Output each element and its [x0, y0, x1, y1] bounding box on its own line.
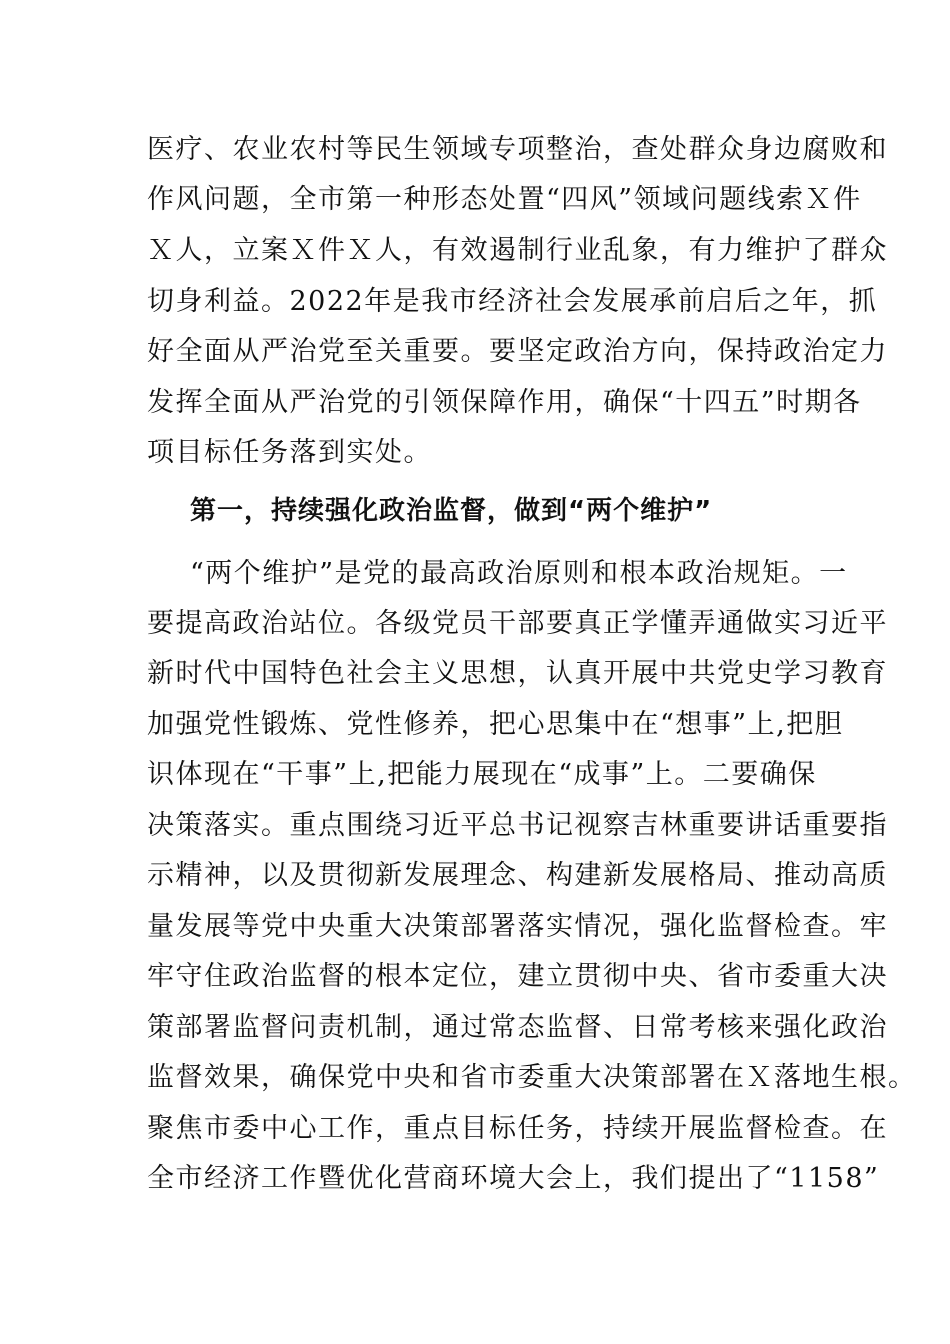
paragraph-line: 监督效果，确保党中央和省市委重大决策部署在Ｘ落地生根。: [147, 1062, 917, 1093]
paragraph-line: 切身利益。2022年是我市经济社会发展承前启后之年，抓: [147, 286, 878, 317]
paragraph-line: 医疗、农业农村等民生领域专项整治，查处群众身边腐败和: [147, 134, 888, 165]
paragraph-line: 策部署监督问责机制，通过常态监督、日常考核来强化政治: [147, 1012, 888, 1043]
section-heading: 第一，持续强化政治监督，做到“两个维护”: [190, 496, 713, 526]
paragraph-line: 要提高政治站位。各级党员干部要真正学懂弄通做实习近平: [147, 608, 888, 639]
paragraph-line: 作风问题，全市第一种形态处置“四风”领域问题线索Ｘ件: [147, 184, 862, 215]
paragraph-line: 决策落实。重点围绕习近平总书记视察吉林重要讲话重要指: [147, 810, 888, 841]
paragraph-line: 新时代中国特色社会主义思想，认真开展中共党史学习教育: [147, 658, 888, 689]
paragraph-line: Ｘ人，立案Ｘ件Ｘ人，有效遏制行业乱象，有力维护了群众: [147, 235, 888, 266]
paragraph-line: 聚焦市委中心工作，重点目标任务，持续开展监督检查。在: [147, 1113, 888, 1144]
paragraph-line: 项目标任务落到实处。: [147, 437, 432, 468]
paragraph-line: 示精神，以及贯彻新发展理念、构建新发展格局、推动高质: [147, 860, 888, 891]
paragraph-line: 加强党性锻炼、党性修养，把心思集中在“想事”上,把胆: [147, 709, 844, 740]
paragraph-line: 量发展等党中央重大决策部署落实情况，强化监督检查。牢: [147, 911, 888, 942]
paragraph-line: 好全面从严治党至关重要。要坚定政治方向，保持政治定力: [147, 336, 888, 367]
paragraph-line: 全市经济工作暨优化营商环境大会上，我们提出了“1158”: [147, 1163, 880, 1194]
paragraph-line: 牢守住政治监督的根本定位，建立贯彻中央、省市委重大决: [147, 961, 888, 992]
paragraph-line: 识体现在“干事”上,把能力展现在“成事”上。二要确保: [147, 759, 817, 790]
paragraph-line: “两个维护”是党的最高政治原则和根本政治规矩。一: [190, 558, 848, 589]
paragraph-line: 发挥全面从严治党的引领保障作用，确保“十四五”时期各: [147, 387, 862, 418]
